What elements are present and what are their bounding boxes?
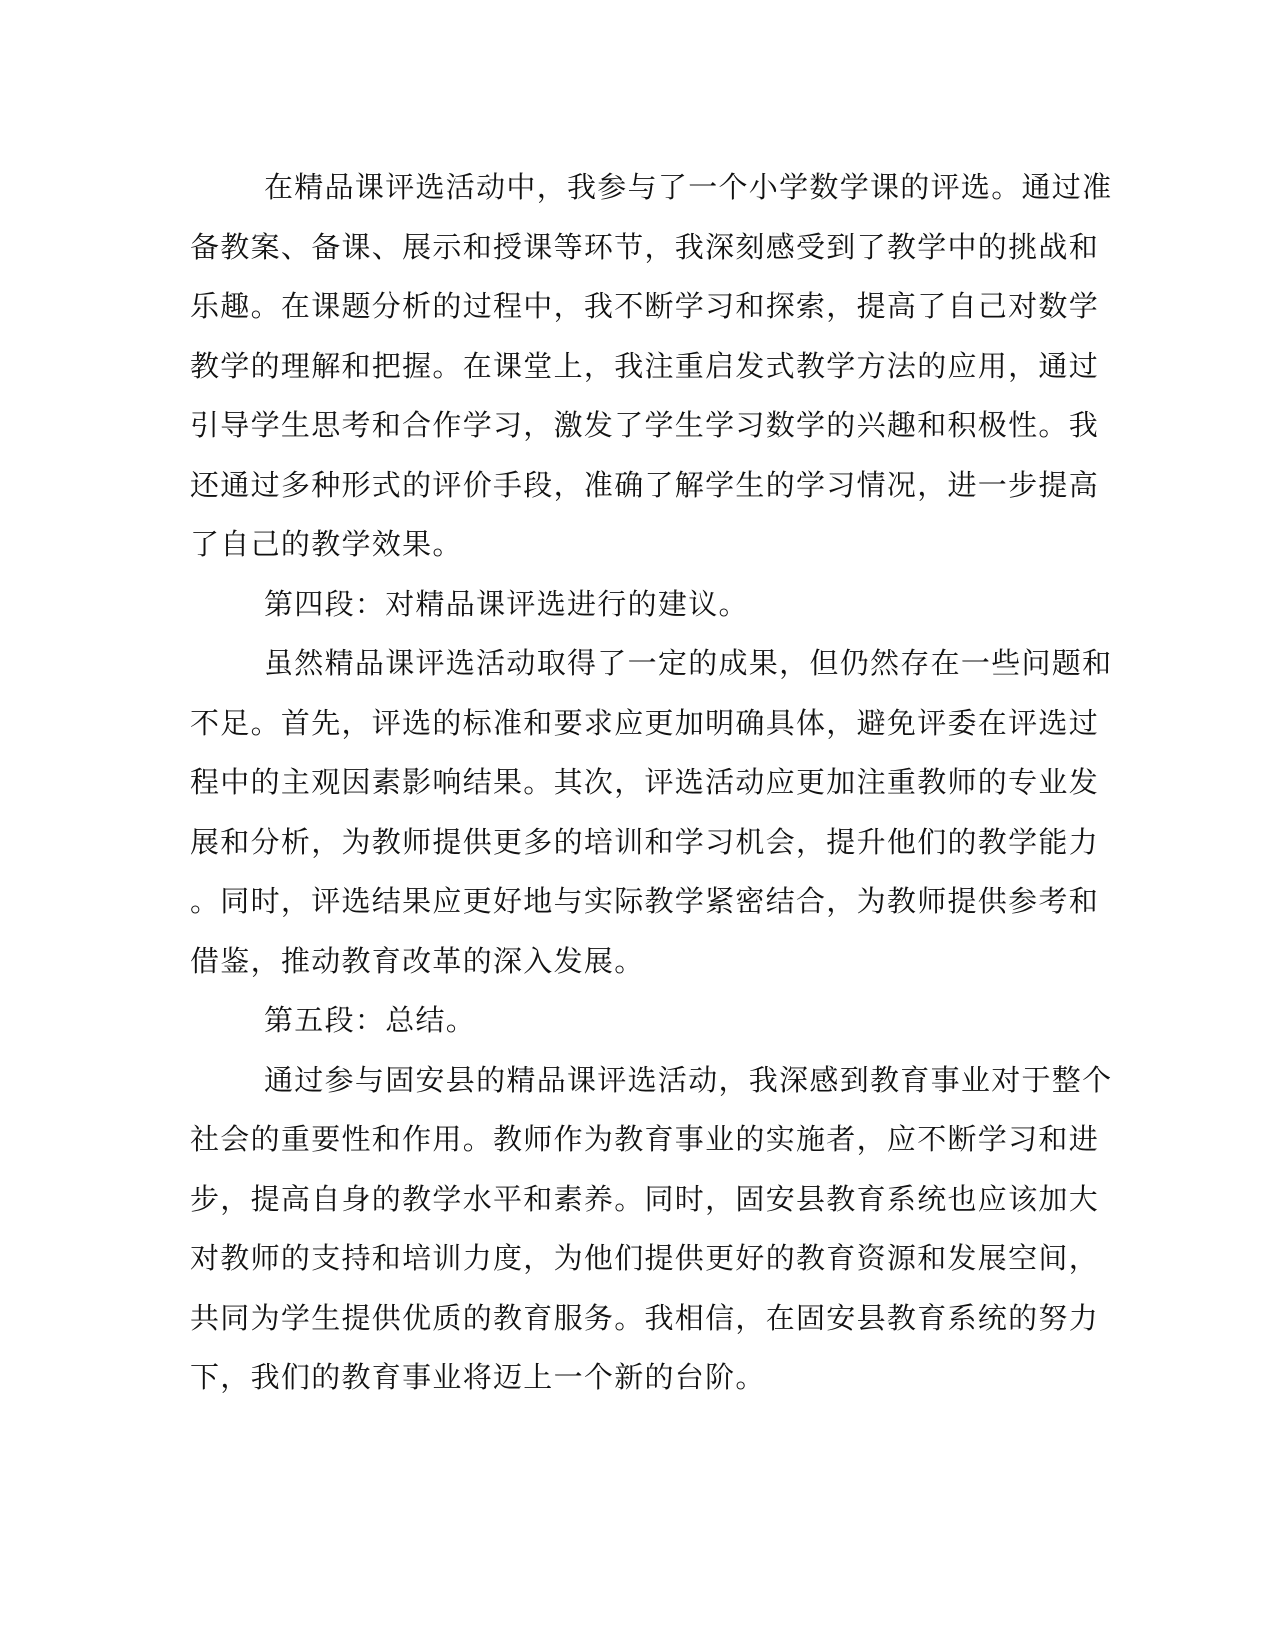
section-heading-text: 第五段：总结。 [264,1003,477,1037]
paragraph-line: 通过参与固安县的精品课评选活动，我深感到教育事业对于整个 [264,1062,1113,1097]
paragraph-line: 对教师的支持和培训力度，为他们提供更好的教育资源和发展空间， [190,1241,1100,1275]
paragraph-line: 了自己的教学效果。 [190,527,463,561]
paragraph-line: 程中的主观因素影响结果。其次，评选活动应更加注重教师的专业发 [190,765,1100,799]
paragraph-line: 引导学生思考和合作学习，激发了学生学习数学的兴趣和积极性。我 [190,408,1100,442]
paragraph-line: 虽然精品课评选活动取得了一定的成果，但仍然存在一些问题和 [264,646,1113,680]
paragraph-line: 步，提高自身的教学水平和素养。同时，固安县教育系统也应该加大 [190,1181,1100,1216]
paragraph-line: 借鉴，推动教育改革的深入发展。 [190,943,645,978]
paragraph-activity-experience [190,158,1113,575]
paragraph-line: 共同为学生提供优质的教育服务。我相信，在固安县教育系统的努力 [190,1300,1100,1335]
paragraph-line: 教学的理解和把握。在课堂上，我注重启发式教学方法的应用，通过 [190,348,1100,383]
paragraph-line: 展和分析，为教师提供更多的培训和学习机会，提升他们的教学能力 [190,824,1100,859]
paragraph-line: 不足。首先，评选的标准和要求应更加明确具体，避免评委在评选过 [190,705,1100,740]
paragraph-summary [190,1051,1113,1408]
paragraph-line: 乐趣。在课题分析的过程中，我不断学习和探索，提高了自己对数学 [190,289,1100,323]
section-heading-5 [190,991,1090,1051]
paragraph-suggestions [190,634,1113,991]
paragraph-line: 还通过多种形式的评价手段，准确了解学生的学习情况，进一步提高 [190,467,1100,502]
document-body [190,158,1113,1408]
paragraph-line: 在精品课评选活动中，我参与了一个小学数学课的评选。通过准 [264,170,1113,204]
section-heading-4 [190,575,1090,635]
paragraph-line: 社会的重要性和作用。教师作为教育事业的实施者，应不断学习和进 [190,1122,1100,1156]
paragraph-line: 下，我们的教育事业将迈上一个新的台阶。 [190,1360,766,1394]
paragraph-line: 。同时，评选结果应更好地与实际教学紧密结合，为教师提供参考和 [190,884,1100,918]
section-heading-text: 第四段：对精品课评选进行的建议。 [264,586,749,621]
paragraph-line: 备教案、备课、展示和授课等环节，我深刻感受到了教学中的挑战和 [190,229,1100,264]
